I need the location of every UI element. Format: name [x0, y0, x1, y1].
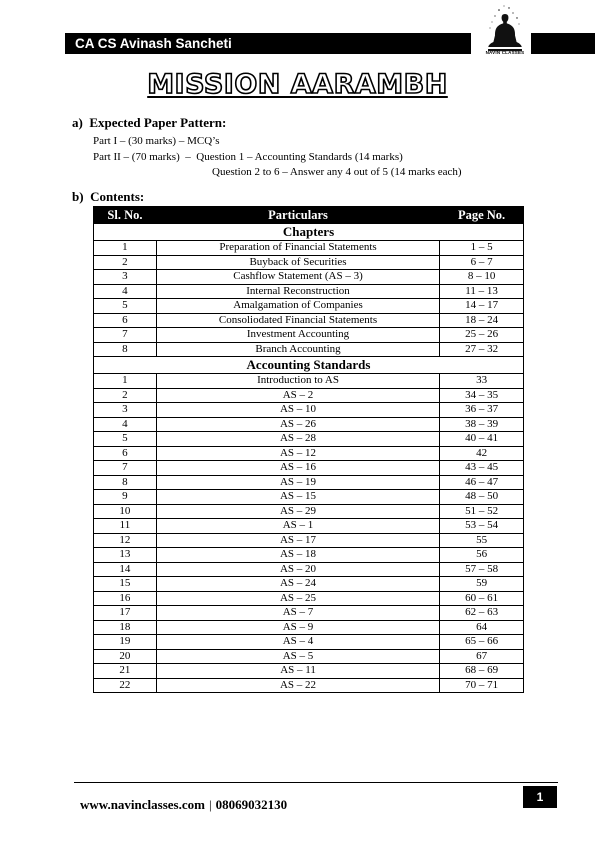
- cell-sl-no: 13: [94, 548, 157, 563]
- page-title: MISSION AARAMBH: [147, 69, 448, 100]
- cell-particulars: AS – 24: [156, 577, 439, 592]
- cell-sl-no: 3: [94, 270, 157, 285]
- table-row: [94, 374, 524, 389]
- cell-particulars: AS – 15: [156, 490, 439, 505]
- cell-page-no: 64: [440, 620, 524, 635]
- cell-particulars: AS – 16: [156, 461, 439, 476]
- cell-page-no: 1 – 5: [440, 241, 524, 256]
- table-row: [94, 255, 524, 270]
- cell-sl-no: 2: [94, 388, 157, 403]
- cell-sl-no: 8: [94, 342, 157, 357]
- table-row: [94, 504, 524, 519]
- table-row: [94, 313, 524, 328]
- cell-particulars: AS – 12: [156, 446, 439, 461]
- cell-particulars: AS – 5: [156, 649, 439, 664]
- table-body: [94, 224, 524, 693]
- cell-particulars: Buyback of Securities: [156, 255, 439, 270]
- cell-sl-no: 4: [94, 284, 157, 299]
- cell-sl-no: 22: [94, 678, 157, 693]
- cell-sl-no: 18: [94, 620, 157, 635]
- footer-website: www.navinclasses.com: [80, 797, 205, 812]
- page-number: 1: [523, 786, 557, 808]
- table-row: [94, 635, 524, 650]
- cell-particulars: AS – 18: [156, 548, 439, 563]
- header-particulars: Particulars: [156, 207, 439, 224]
- cell-particulars: AS – 20: [156, 562, 439, 577]
- footer-divider: [74, 782, 558, 783]
- cell-page-no: 43 – 45: [440, 461, 524, 476]
- cell-sl-no: 5: [94, 299, 157, 314]
- cell-particulars: Introduction to AS: [156, 374, 439, 389]
- cell-sl-no: 16: [94, 591, 157, 606]
- cell-page-no: 42: [440, 446, 524, 461]
- cell-sl-no: 2: [94, 255, 157, 270]
- cell-sl-no: 7: [94, 328, 157, 343]
- cell-sl-no: 4: [94, 417, 157, 432]
- cell-page-no: 14 – 17: [440, 299, 524, 314]
- table-group-title: Accounting Standards: [94, 357, 524, 374]
- table-row: [94, 403, 524, 418]
- table-row: [94, 432, 524, 447]
- cell-page-no: 6 – 7: [440, 255, 524, 270]
- table-row: [94, 328, 524, 343]
- table-group-title: Chapters: [94, 224, 524, 241]
- table-row: [94, 678, 524, 693]
- cell-particulars: Branch Accounting: [156, 342, 439, 357]
- table-row: [94, 591, 524, 606]
- table-row: [94, 475, 524, 490]
- header-author-bar: CA CS Avinash Sancheti: [65, 33, 471, 54]
- cell-particulars: AS – 17: [156, 533, 439, 548]
- table-row: [94, 270, 524, 285]
- cell-page-no: 70 – 71: [440, 678, 524, 693]
- cell-sl-no: 3: [94, 403, 157, 418]
- section-a-title: Expected Paper Pattern:: [89, 115, 227, 130]
- cell-particulars: AS – 2: [156, 388, 439, 403]
- paper-pattern-part2-continued: Question 2 to 6 – Answer any 4 out of 5 (14 marks each): [212, 166, 462, 178]
- table-group-row: [94, 357, 524, 374]
- table-row: [94, 533, 524, 548]
- cell-sl-no: 20: [94, 649, 157, 664]
- cell-page-no: 38 – 39: [440, 417, 524, 432]
- table-row: [94, 299, 524, 314]
- cell-page-no: 48 – 50: [440, 490, 524, 505]
- table-row: [94, 606, 524, 621]
- header-bar-right: [531, 33, 595, 54]
- cell-page-no: 34 – 35: [440, 388, 524, 403]
- cell-page-no: 59: [440, 577, 524, 592]
- cell-particulars: AS – 22: [156, 678, 439, 693]
- table-row: [94, 519, 524, 534]
- cell-page-no: 57 – 58: [440, 562, 524, 577]
- cell-sl-no: 14: [94, 562, 157, 577]
- cell-page-no: 36 – 37: [440, 403, 524, 418]
- table-header-row: [94, 207, 524, 224]
- paper-pattern-part2: Part II – (70 marks) – Question 1 – Accounting Standards (14 marks): [93, 151, 403, 163]
- cell-particulars: Cashflow Statement (AS – 3): [156, 270, 439, 285]
- cell-page-no: 62 – 63: [440, 606, 524, 621]
- cell-page-no: 67: [440, 649, 524, 664]
- cell-particulars: Consoliodated Financial Statements: [156, 313, 439, 328]
- table-row: [94, 548, 524, 563]
- cell-particulars: AS – 1: [156, 519, 439, 534]
- cell-page-no: 55: [440, 533, 524, 548]
- cell-particulars: AS – 28: [156, 432, 439, 447]
- cell-sl-no: 11: [94, 519, 157, 534]
- table-row: [94, 620, 524, 635]
- logo-text: NAVIN CLASSES: [485, 50, 525, 55]
- table-row: [94, 490, 524, 505]
- cell-page-no: 27 – 32: [440, 342, 524, 357]
- table-row: [94, 417, 524, 432]
- table-row: [94, 664, 524, 679]
- table-row: [94, 241, 524, 256]
- cell-sl-no: 15: [94, 577, 157, 592]
- section-b-title: Contents:: [90, 189, 145, 204]
- table-row: [94, 284, 524, 299]
- cell-sl-no: 1: [94, 241, 157, 256]
- cell-page-no: 46 – 47: [440, 475, 524, 490]
- cell-sl-no: 12: [94, 533, 157, 548]
- table-row: [94, 446, 524, 461]
- cell-page-no: 65 – 66: [440, 635, 524, 650]
- cell-page-no: 11 – 13: [440, 284, 524, 299]
- section-a-heading: [72, 115, 226, 131]
- footer-separator: |: [208, 797, 212, 812]
- cell-sl-no: 21: [94, 664, 157, 679]
- cell-sl-no: 17: [94, 606, 157, 621]
- cell-sl-no: 5: [94, 432, 157, 447]
- cell-page-no: 8 – 10: [440, 270, 524, 285]
- header-page-no: Page No.: [440, 207, 524, 224]
- table-row: [94, 562, 524, 577]
- cell-sl-no: 6: [94, 313, 157, 328]
- cell-page-no: 18 – 24: [440, 313, 524, 328]
- footer-phone: 08069032130: [215, 797, 288, 812]
- paper-pattern-part1: Part I – (30 marks) – MCQ’s: [93, 135, 220, 147]
- cell-particulars: AS – 26: [156, 417, 439, 432]
- cell-particulars: Internal Reconstruction: [156, 284, 439, 299]
- cell-particulars: Amalgamation of Companies: [156, 299, 439, 314]
- cell-particulars: AS – 7: [156, 606, 439, 621]
- cell-page-no: 60 – 61: [440, 591, 524, 606]
- cell-sl-no: 1: [94, 374, 157, 389]
- cell-particulars: AS – 25: [156, 591, 439, 606]
- header-sl-no: Sl. No.: [94, 207, 157, 224]
- table-row: [94, 388, 524, 403]
- table-row: [94, 649, 524, 664]
- cell-particulars: AS – 10: [156, 403, 439, 418]
- cell-page-no: 53 – 54: [440, 519, 524, 534]
- cell-particulars: AS – 11: [156, 664, 439, 679]
- cell-sl-no: 8: [94, 475, 157, 490]
- cell-page-no: 51 – 52: [440, 504, 524, 519]
- cell-sl-no: 10: [94, 504, 157, 519]
- cell-page-no: 56: [440, 548, 524, 563]
- cell-page-no: 40 – 41: [440, 432, 524, 447]
- cell-sl-no: 19: [94, 635, 157, 650]
- section-b-heading: [72, 189, 144, 205]
- section-a-label: a): [72, 115, 83, 130]
- cell-sl-no: 7: [94, 461, 157, 476]
- cell-particulars: AS – 9: [156, 620, 439, 635]
- cell-sl-no: 9: [94, 490, 157, 505]
- cell-page-no: 33: [440, 374, 524, 389]
- table-group-row: [94, 224, 524, 241]
- cell-sl-no: 6: [94, 446, 157, 461]
- table-row: [94, 461, 524, 476]
- cell-particulars: AS – 4: [156, 635, 439, 650]
- cell-particulars: AS – 29: [156, 504, 439, 519]
- cell-particulars: Investment Accounting: [156, 328, 439, 343]
- table-row: [94, 342, 524, 357]
- table-row: [94, 577, 524, 592]
- contents-table: [93, 206, 524, 693]
- cell-page-no: 68 – 69: [440, 664, 524, 679]
- cell-page-no: 25 – 26: [440, 328, 524, 343]
- section-b-label: b): [72, 189, 84, 204]
- cell-particulars: Preparation of Financial Statements: [156, 241, 439, 256]
- footer-contact: [80, 797, 287, 813]
- cell-particulars: AS – 19: [156, 475, 439, 490]
